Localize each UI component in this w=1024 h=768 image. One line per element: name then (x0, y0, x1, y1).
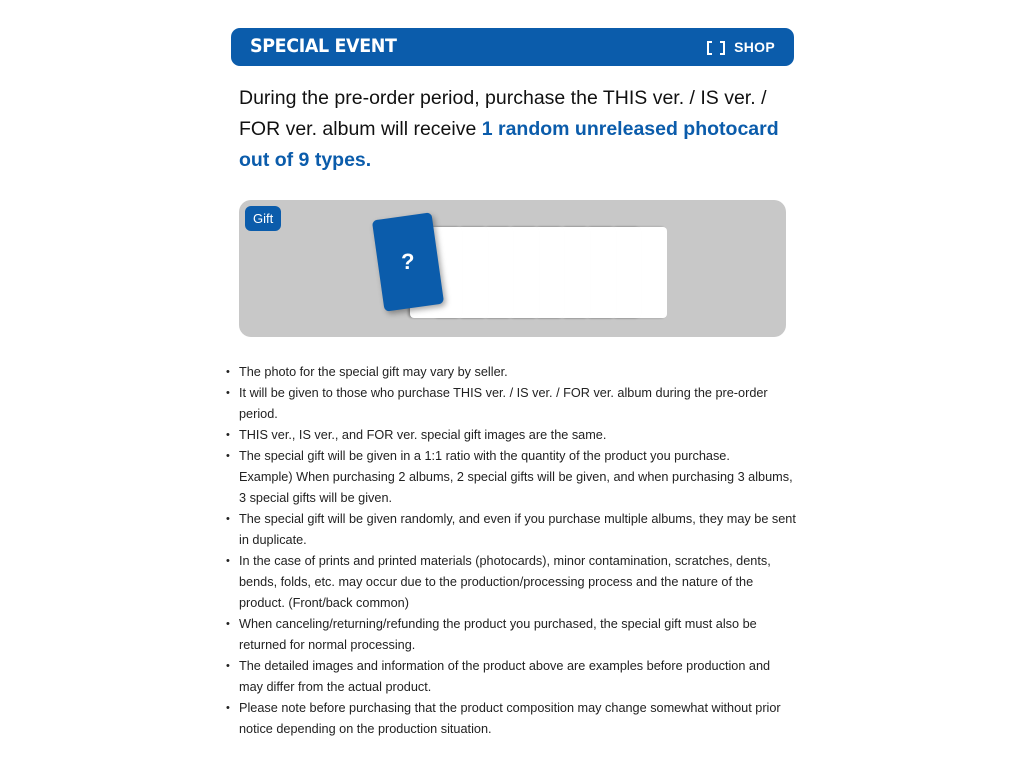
intro-text: During the pre-order period, purchase the THIS ver. / IS ver. / FOR ver. album will receive (239, 87, 767, 140)
notice-item: • In the case of prints and printed materials (photocards), minor contamination, scratches, dents, bends, folds, etc. may occur due to the production/processing process and the nature of the product. (Front/back common) (222, 551, 797, 614)
photocard-stack (401, 227, 650, 319)
bracket-icon (707, 41, 725, 53)
notice-item: • Please note before purchasing that the product composition may change somewhat without prior notice depending on the production situation. (222, 698, 797, 740)
notice-item: • The special gift will be given randomly, and even if you purchase multiple albums, they may be sent in duplicate. (222, 509, 797, 551)
header-title: SPECIAL EVENT (250, 35, 397, 57)
intro-highlight: 1 random unreleased photocard out of 9 types. (239, 118, 779, 171)
gift-tag: Gift (245, 206, 281, 231)
notice-item: • When canceling/returning/refunding the product you purchased, the special gift must also be returned for normal processing. (222, 614, 797, 656)
shop-label: SHOP (734, 39, 775, 55)
notice-item: • The special gift will be given in a 1:1 ratio with the quantity of the product you purchase. Example) When purchasing 2 albums, 2 special gifts will be given, and when purchasing 3 albums, 3 special gifts will be given. (222, 446, 797, 509)
notice-item: • The photo for the special gift may vary by seller. (222, 362, 797, 383)
intro-paragraph (239, 83, 799, 176)
notice-item: • The detailed images and information of the product above are examples before production and may differ from the actual product. (222, 656, 797, 698)
special-event-header (231, 28, 794, 66)
gift-panel (239, 200, 786, 337)
shop-link[interactable] (707, 39, 775, 55)
notice-item: • THIS ver., IS ver., and FOR ver. special gift images are the same. (222, 425, 797, 446)
question-mark-icon: ? (401, 249, 415, 275)
notice-list (222, 362, 797, 740)
notice-item: • It will be given to those who purchase THIS ver. / IS ver. / FOR ver. album during the pre-order period. (222, 383, 797, 425)
mystery-photocard (372, 212, 444, 311)
